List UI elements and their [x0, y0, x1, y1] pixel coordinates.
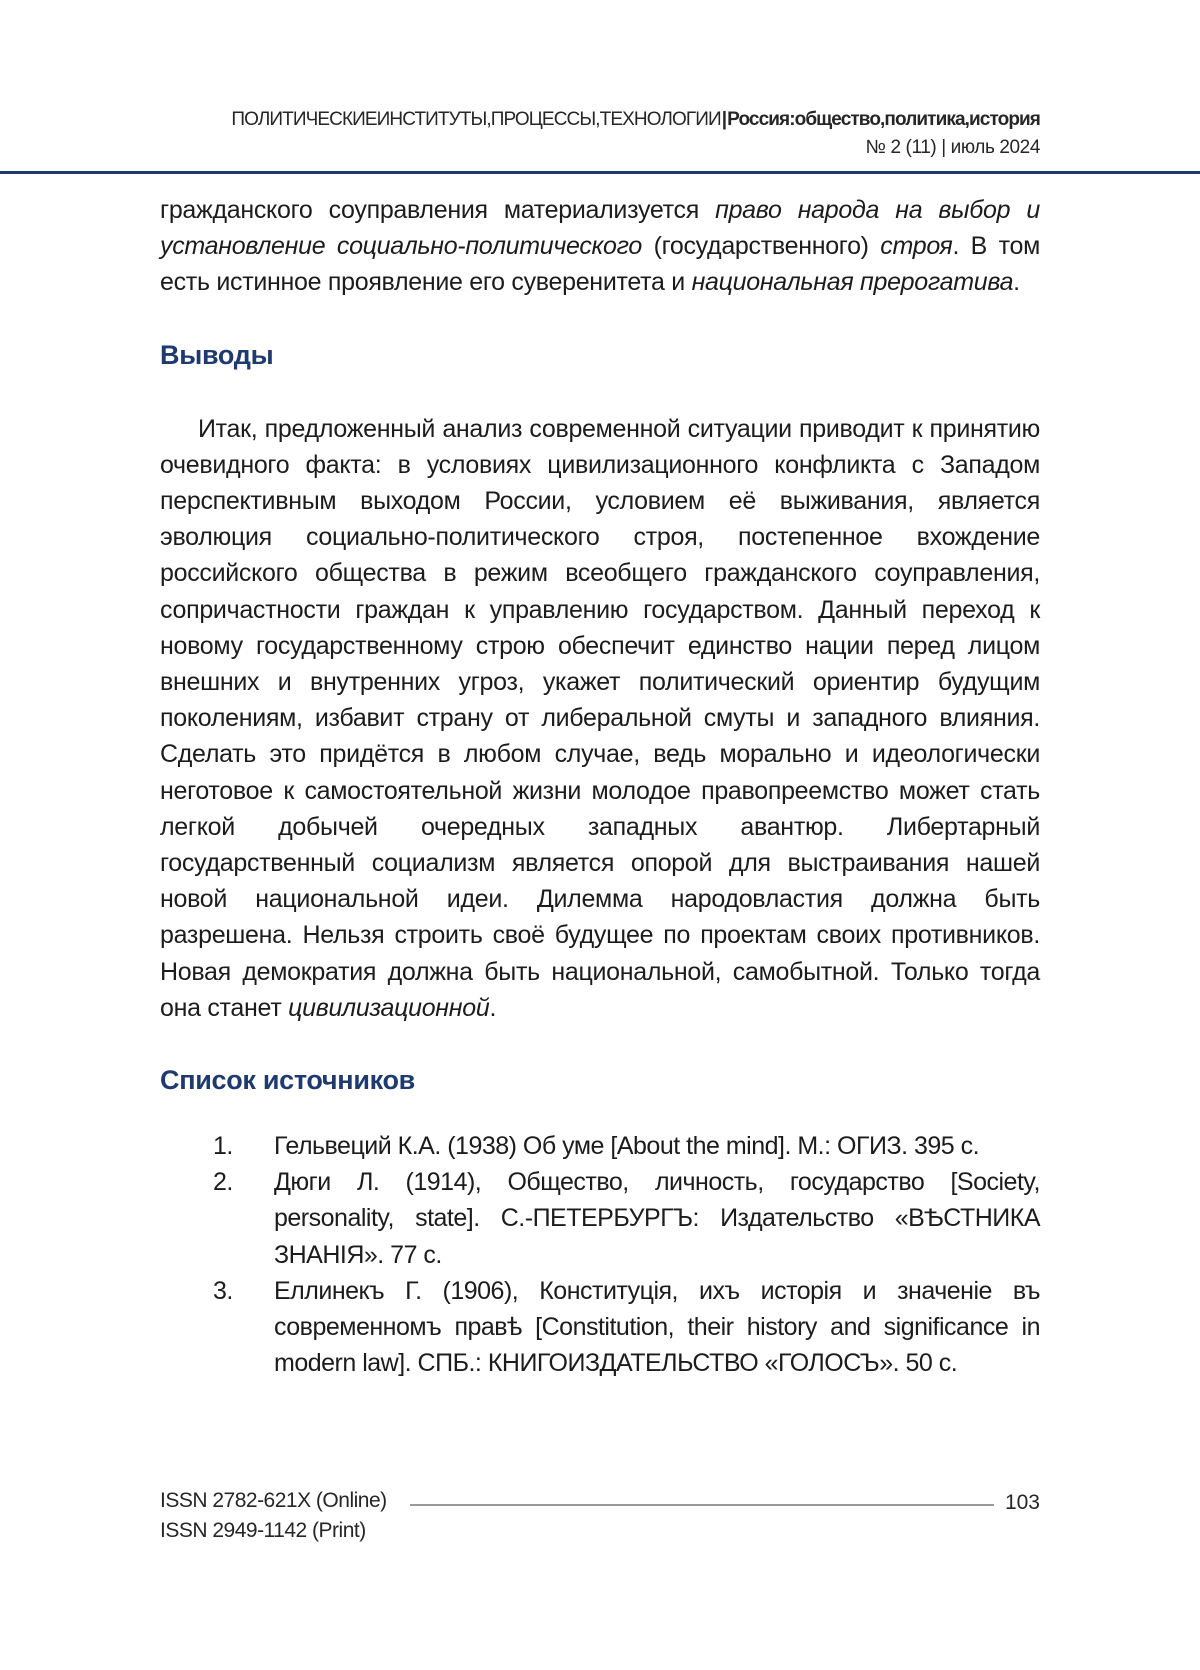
- reference-item: [160, 1273, 1040, 1382]
- journal-title: Россия:общество,политика,история: [727, 109, 1040, 130]
- issn-print: ISSN 2949-1142 (Print): [160, 1519, 366, 1542]
- footer-divider: [410, 1504, 994, 1506]
- reference-item: [160, 1164, 1040, 1273]
- reference-text: Еллинекъ Г. (1906), Конституція, ихъ исторія и значеніе въ современномъ правѣ [Constitution, their history and significance in modern law]. СПБ.: КНИГОИЗДАТЕЛЬСТВО «ГОЛОСЪ». 50 с.: [274, 1276, 1040, 1378]
- intro-paragraph: [160, 192, 1040, 301]
- reference-text: Дюги Л. (1914), Общество, личность, государство [Society, personality, state]. С.-ПЕТЕРБУРГЪ: Издательство «ВѢСТНИКА ЗНАНІЯ». 77 с.: [274, 1168, 1040, 1269]
- text-run: (государственного): [642, 232, 881, 261]
- emphasis-run: цивилизационной: [288, 993, 490, 1022]
- issn-online: ISSN 2782-621X (Online): [160, 1489, 387, 1512]
- header-separator: |: [721, 109, 727, 130]
- reference-number: 2.: [213, 1168, 233, 1197]
- article-body: [160, 192, 1040, 1381]
- reference-number: 1.: [213, 1132, 233, 1161]
- conclusions-paragraph: [160, 411, 1040, 1026]
- reference-item: [160, 1128, 1040, 1164]
- text-run: Итак, предложенный анализ современной ситуации приводит к принятию очевидного факта: в условиях цивилизационного конфликта с Западом перспективным выходом России, условием её выживания, является эволюция социально-политического строя, постепенное вхождение российского общества в режим всеобщего гражданского соуправления, сопричастности граждан к управлению государством. Данный переход к новому государственному строю обеспечит единство нации перед лицом внешних и внутренних угроз, укажет политический ориентир будущим поколениям, избавит страну от либеральной смуты и западного влияния. Сделать это придётся в любом случае, ведь морально и идеологически неготовое к самостоятельной жизни молодое правопреемство может стать легкой добычей очередных западных авантюр. Либертарный государственный социализм является опорой для выстраивания нашей новой национальной идеи. Дилемма народовластия должна быть разрешена. Нельзя строить своё будущее по проектам своих противников. Новая демократия должна быть национальной, самобытной. Только тогда она станет: [160, 414, 1040, 1022]
- section-title: ПОЛИТИЧЕСКИЕИНСТИТУТЫ,ПРОЦЕССЫ,ТЕХНОЛОГИИ: [231, 109, 721, 130]
- header-divider: [0, 171, 1200, 174]
- issue-info: № 2 (11) | июль 2024: [865, 137, 1040, 158]
- emphasis-run: строя: [880, 232, 953, 261]
- emphasis-run: национальная прерогатива: [691, 268, 1014, 297]
- text-run: .: [1013, 268, 1020, 297]
- reference-list: [160, 1128, 1040, 1381]
- emphasis-run: право народа на выбор и установление социально-политического: [160, 196, 1040, 261]
- text-run: . В том есть истинное проявление его суверенитета и: [160, 232, 1040, 297]
- text-run: гражданского соуправления материализуется: [160, 196, 716, 224]
- running-header: [160, 106, 1040, 162]
- running-header-title-line: [160, 106, 1040, 134]
- references-heading: Список источников: [160, 1065, 415, 1096]
- conclusions-heading: Выводы: [160, 339, 274, 370]
- reference-number: 3.: [213, 1276, 233, 1305]
- page-number: 103: [1004, 1491, 1040, 1514]
- text-run: .: [489, 993, 497, 1022]
- reference-text: Гельвеций К.А. (1938) Об уме [About the mind]. М.: ОГИЗ. 395 с.: [274, 1132, 980, 1161]
- footer-issn: [160, 1486, 387, 1546]
